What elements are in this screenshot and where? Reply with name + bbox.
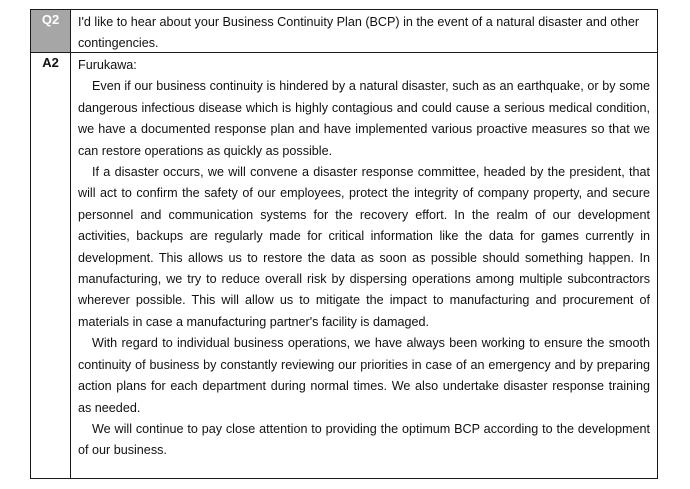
- qa-table: [30, 9, 658, 479]
- answer-cell: [71, 53, 657, 462]
- answer-paragraph: We will continue to pay close attention to providing the optimum BCP according to the development of our business.: [78, 421, 650, 458]
- answer-label: A2: [31, 53, 71, 478]
- answer-paragraph: With regard to individual business operations, we have always been working to ensure the smooth continuity of business by constantly reviewing our priorities in case of an emergency and by preparing action plans for each department during normal times. We also undertake disaster response training as needed.: [78, 336, 650, 415]
- answer-row: [31, 53, 657, 478]
- question-text: I'd like to hear about your Business Continuity Plan (BCP) in the event of a natural disaster and other contingencies.: [78, 15, 640, 51]
- answer-paragraph: If a disaster occurs, we will convene a disaster response committee, headed by the president, that will act to confirm the safety of our employees, protect the integrity of company property, and secure personnel and communication systems for the recovery effort. In the realm of our development activities, backups are regularly made for critical information like the data for games currently in development. This allows us to restore the data as soon as possible should something happen. In manufacturing, we try to reduce overall risk by dispersing operations among multiple subcontractors wherever possible. This will allow us to mitigate the impact to manufacturing and procurement of materials in case a manufacturing partner's facility is damaged.: [78, 165, 650, 329]
- question-cell: [71, 10, 657, 55]
- question-row: [31, 10, 657, 53]
- answer-paragraph: Even if our business continuity is hindered by a natural disaster, such as an earthquake, or by some dangerous infectious disease which is highly contagious and could cause a serious medical condition, we have a documented response plan and have implemented various proactive measures so that we can restore operations as quickly as possible.: [78, 79, 650, 158]
- question-label: Q2: [31, 10, 71, 52]
- answer-speaker: Furukawa:: [78, 58, 137, 72]
